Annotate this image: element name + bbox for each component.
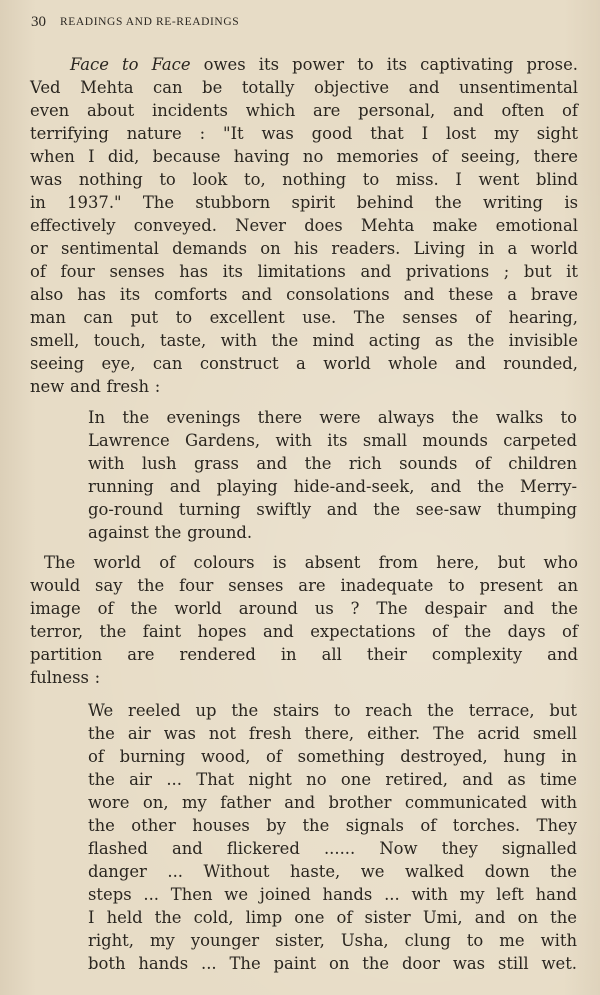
text-line: smell, touch, taste, with the mind acting as the invisible — [30, 331, 578, 350]
text-line: or sentimental demands on his readers. Living in a world — [30, 239, 578, 258]
paragraph-face-to-face — [30, 53, 578, 398]
block-quote-lawrence-gardens — [88, 406, 577, 544]
quote-line: wore on, my father and brother communicated with — [88, 793, 577, 812]
text-line: terror, the faint hopes and expectations of the days of — [30, 622, 578, 641]
text-line: of four senses has its limitations and privations ; but it — [30, 262, 578, 281]
quote-line: both hands ... The paint on the door was still wet. — [88, 954, 577, 973]
text-line: in 1937." The stubborn spirit behind the writing is — [30, 193, 578, 212]
text-line: fulness : — [30, 668, 101, 687]
text-line: man can put to excellent use. The senses of hearing, — [30, 308, 578, 327]
quote-line: the other houses by the signals of torches. They — [88, 816, 577, 835]
text-line: Face to Face owes its power to its captivating prose. — [70, 55, 578, 74]
quote-line: flashed and flickered ...... Now they signalled — [88, 839, 577, 858]
text-line: when I did, because having no memories of seeing, there — [30, 147, 578, 166]
quote-line: We reeled up the stairs to reach the terrace, but — [88, 701, 577, 720]
quote-line: danger ... Without haste, we walked down the — [88, 862, 577, 881]
text-line: even about incidents which are personal, and often of — [30, 101, 578, 120]
quote-line: I held the cold, limp one of sister Umi, and on the — [88, 908, 577, 927]
quote-line: Lawrence Gardens, with its small mounds carpeted — [88, 431, 577, 450]
quote-line: with lush grass and the rich sounds of children — [88, 454, 577, 473]
text-line: image of the world around us ? The despair and the — [30, 599, 578, 618]
quote-line: running and playing hide-and-seek, and the Merry- — [88, 477, 577, 496]
block-quote-partition — [88, 699, 577, 975]
text-line: would say the four senses are inadequate to present an — [30, 576, 578, 595]
text-line: terrifying nature : "It was good that I lost my sight — [30, 124, 578, 143]
quote-line: of burning wood, of something destroyed, hung in — [88, 747, 577, 766]
text-line: also has its comforts and consolations and these a brave — [30, 285, 578, 304]
book-title: Face to Face — [70, 55, 191, 74]
quote-line: right, my younger sister, Usha, clung to me with — [88, 931, 577, 950]
quote-line: In the evenings there were always the walks to — [88, 408, 577, 427]
quote-line: the air ... That night no one retired, and as time — [88, 770, 577, 789]
running-title: READINGS AND RE-READINGS — [60, 16, 240, 28]
quote-line: go-round turning swiftly and the see-saw thumping — [88, 500, 577, 519]
text-line: was nothing to look to, nothing to miss. I went blind — [30, 170, 578, 189]
running-head — [31, 12, 239, 32]
text-line: effectively conveyed. Never does Mehta make emotional — [30, 216, 578, 235]
quote-line: the air was not fresh there, either. The acrid smell — [88, 724, 577, 743]
text-line: partition are rendered in all their complexity and — [30, 645, 578, 664]
text-line: Ved Mehta can be totally objective and unsentimental — [30, 78, 578, 97]
paragraph-world-of-colours — [30, 551, 578, 689]
text-line: seeing eye, can construct a world whole and rounded, — [30, 354, 578, 373]
text-line: The world of colours is absent from here, but who — [44, 553, 578, 572]
quote-line: against the ground. — [88, 523, 253, 542]
page-number: 30 — [31, 13, 46, 30]
quote-line: steps ... Then we joined hands ... with my left hand — [88, 885, 577, 904]
text-line: new and fresh : — [30, 377, 161, 396]
